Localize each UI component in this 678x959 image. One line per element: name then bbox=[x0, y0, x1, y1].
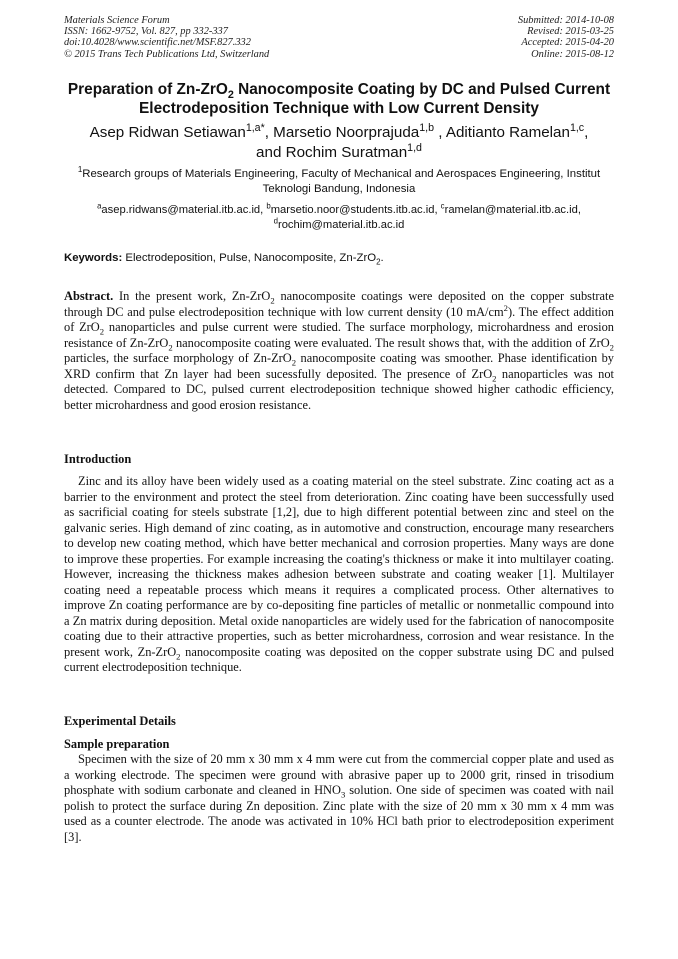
journal-name: Materials Science Forum bbox=[64, 15, 170, 26]
introduction-paragraph bbox=[64, 474, 614, 676]
author-separator: , bbox=[434, 124, 446, 141]
keywords-label: Keywords: bbox=[64, 252, 123, 264]
email-mark: c bbox=[440, 201, 445, 211]
author-list bbox=[64, 123, 614, 163]
subscript: 2 bbox=[176, 650, 181, 661]
abstract-text: nanocomposite coating were evaluated. The result shows that, with the addition of ZrO bbox=[172, 335, 610, 350]
author-affil-mark: 1,d bbox=[407, 141, 422, 154]
subscript: 2 bbox=[270, 295, 275, 306]
keywords-subscript: 2 bbox=[376, 257, 381, 267]
author-name: and Rochim Suratman bbox=[256, 144, 408, 161]
paragraph-text: nanocomposite coating was deposited on the copper substrate using DC and pulsed current electrodeposition technique. bbox=[64, 644, 614, 674]
author-separator: , bbox=[584, 124, 589, 141]
revised-date: Revised: 2015-03-25 bbox=[527, 26, 614, 38]
author-emails bbox=[64, 203, 614, 233]
paragraph-text: solution. One side of specimen was coated with nail polish to protect the surface during Zn deposition. Zinc plate with the size of 20 mm x 30 mm x 4 mm was used as a counter electrode. The anode was activated in 10% HCl bath prior to electrodeposition experiment [3]. bbox=[64, 783, 614, 844]
abstract-label: Abstract. bbox=[64, 289, 114, 303]
abstract-text: nanoparticles and pulse current were studied. The surface morphology, microhardness and erosion resistance of Zn-ZrO bbox=[64, 320, 615, 350]
section-heading-experimental: Experimental Details bbox=[64, 714, 176, 728]
title-text-rest: Nanocomposite Coating by DC and Pulsed Current Electrodeposition Technique with Low Current Density bbox=[139, 81, 611, 117]
title-subscript: 2 bbox=[227, 89, 234, 102]
journal-doi: doi:10.4028/www.scientific.net/MSF.827.332 bbox=[64, 37, 251, 49]
abstract-text: ). The effect addition of ZrO bbox=[64, 304, 614, 334]
affiliation-mark: 1 bbox=[77, 165, 83, 175]
email-address: marsetio.noor@students.itb.ac.id bbox=[270, 204, 435, 216]
abstract-text: nanocomposite coatings were deposited on the copper substrate through DC and pulse electrodeposition technique with low current density (10 mA/cm bbox=[64, 289, 614, 319]
author-name: Asep Ridwan Setiawan bbox=[89, 124, 246, 141]
sample-preparation-paragraph bbox=[64, 752, 614, 845]
abstract-text: nanocomposite coating was smoother. Phase identification by XRD confirm that Zn layer had been sucessfully deposited. The presence of ZrO bbox=[64, 351, 615, 381]
affiliation bbox=[64, 167, 614, 197]
keywords-end: . bbox=[380, 252, 384, 264]
section-heading-introduction: Introduction bbox=[64, 452, 132, 466]
publication-dates bbox=[518, 15, 614, 60]
superscript: 2 bbox=[503, 302, 508, 313]
email-address: ramelan@material.itb.ac.id, bbox=[444, 204, 581, 216]
author-name: Aditianto Ramelan bbox=[445, 124, 570, 141]
journal-info bbox=[64, 15, 269, 60]
keywords-text: Electrodeposition, Pulse, Nanocomposite, Zn-ZrO bbox=[122, 252, 377, 264]
email-separator: , bbox=[260, 204, 267, 216]
online-date: Online: 2015-08-12 bbox=[531, 48, 614, 60]
paragraph-text: Specimen with the size of 20 mm x 30 mm x 4 mm were cut from the commercial copper plate and used as a working electrode. The specimen were ground with abrasive paper up to 2000 grit, rinsed in trisodium phosphate with sodium carbonate and cleaned in HNO bbox=[64, 752, 614, 797]
subscript: 2 bbox=[168, 341, 173, 352]
author-affil-mark: 1,b bbox=[419, 121, 434, 134]
subscript: 3 bbox=[340, 789, 346, 800]
keywords bbox=[64, 251, 614, 266]
abstract bbox=[64, 289, 614, 413]
author-affil-mark: 1,a* bbox=[245, 121, 265, 134]
email-mark: a bbox=[97, 201, 102, 211]
abstract-text: particles, the surface morphology of Zn-ZrO bbox=[64, 351, 292, 365]
author-name: Marsetio Noorprajuda bbox=[273, 124, 420, 141]
author-separator: , bbox=[264, 124, 274, 141]
email-mark: d bbox=[273, 216, 278, 226]
abstract-text: In the present work, Zn-ZrO bbox=[113, 289, 271, 303]
author-affil-mark: 1,c bbox=[569, 121, 585, 134]
paper-title bbox=[64, 80, 614, 118]
email-separator: , bbox=[434, 204, 441, 216]
email-address: rochim@material.itb.ac.id bbox=[277, 219, 405, 231]
paragraph-text: Zinc and its alloy have been widely used as a coating material on the steel substrate. Zinc coating act as a barrier to the environment and protect the steel from deterioration. Zinc coating have been successfully used as sacrificial coating for steels substrate [1,2], due to high different potential between zinc and steel on the galvanic series. High demand of zinc coating, as in automotive and construction, encourage many researchers to develop new coating method, which have better mechanical and corrosion properties. Many ways are done to improve these properties. For example increasing the coating's thickness or make it into multilayer coating. However, increasing the thickness makes adhesion between substrate and coating weaker [1]. Multilayer coating need a repeatable process which means it requires a complicated process. Other alternatives to improve Zn coating performance are by co-depositing fine particles of metallic or nonmetallic compound into a Zn matrix during deposition. Metal oxide nanoparticles are widely used for the fabrication of nanocomposite coating due to their attractive properties, such as better microhardness, corrosion and wear resistance. In the present work, Zn-ZrO bbox=[64, 474, 614, 659]
journal-copyright: © 2015 Trans Tech Publications Ltd, Switzerland bbox=[64, 48, 270, 60]
submitted-date: Submitted: 2014-10-08 bbox=[517, 15, 614, 26]
abstract-text: nanoparticles was not detected. Compared to DC, pulsed current electrodeposition technique showed higher cathodic efficiency, better microhardness and good erosion resistance. bbox=[64, 366, 614, 412]
subscript: 2 bbox=[291, 357, 297, 368]
subscript: 2 bbox=[492, 372, 497, 383]
subsection-heading-sample-preparation: Sample preparation bbox=[64, 737, 170, 751]
title-text: Preparation of Zn-ZrO bbox=[67, 81, 228, 98]
subscript: 2 bbox=[99, 326, 105, 337]
email-mark: b bbox=[266, 201, 271, 211]
journal-issn: ISSN: 1662-9752, Vol. 827, pp 332-337 bbox=[64, 26, 228, 38]
accepted-date: Accepted: 2015-04-20 bbox=[521, 37, 614, 49]
subscript: 2 bbox=[609, 341, 614, 352]
email-address: asep.ridwans@material.itb.ac.id bbox=[101, 204, 261, 216]
affiliation-text: Research groups of Materials Engineering, Faculty of Mechanical and Aerospaces Engineering, Institut Teknologi Bandung, Indonesia bbox=[82, 168, 601, 195]
